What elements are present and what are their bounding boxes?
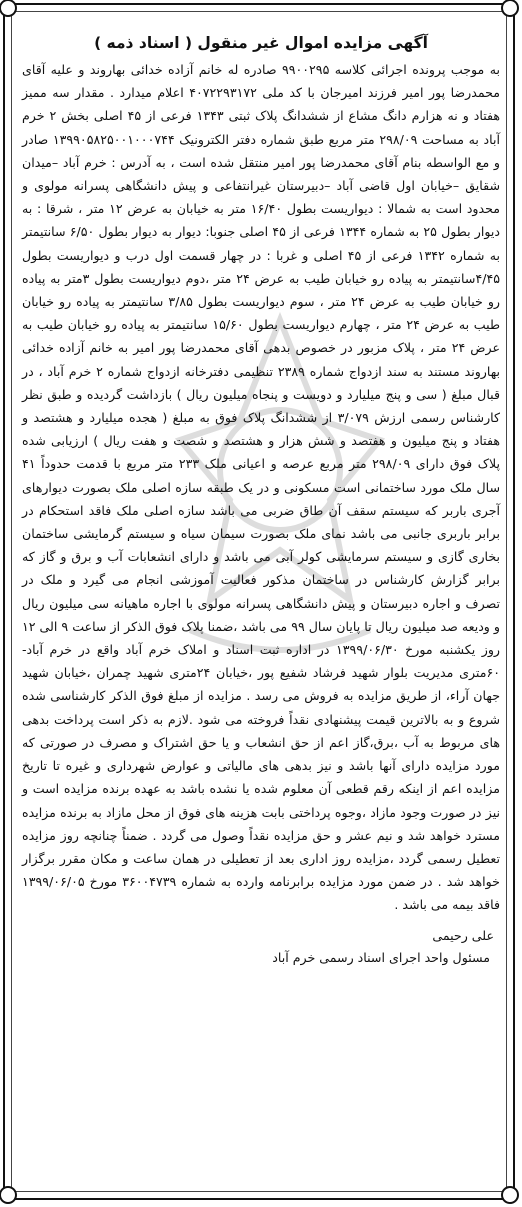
corner-ornament [0, 1186, 17, 1204]
notice-content [22, 34, 500, 969]
notice-title: آگهی مزایده اموال غیر منقول ( اسناد ذمه ) [94, 34, 428, 52]
signer-title: مسئول واحد اجرای اسناد رسمی خرم آباد [272, 949, 490, 965]
corner-ornament [501, 1186, 519, 1204]
signer-name: علی رحیمی [432, 927, 494, 943]
notice-body: به موجب پرونده اجرائی کلاسه ۹۹۰۰۲۹۵ صادره له خانم آزاده خدائی بهاروند و علیه آقای محمدرضا پور امیر فرزند امیرجان با کد ملی ۴۰۷۲۲۹۳۱۷۲ اعلام میدارد . مقدار سه ممیز هفتاد و نه هزارم دانگ مشاع از ششدانگ پلاک ثبتی ۱۳۴۳ فرعی از ۴۵ اصلی بخش ۲ خرم آباد به مساحت ۲۹۸/۰۹ متر مربع طبق شماره دفتر الکترونیک ۱۳۹۹۰۵۸۲۵۰۰۱۰۰۰۷۴۴ صادر و مع الواسطه بنام آقای محمدرضا پور امیر منتقل شده است ، به آدرس : خرم آباد –میدان شقایق –خیابان اول قاضی آباد –دبیرستان غیرانتفاعی و پیش دانشگاهی پسرانه مولوی و محدود است به شمالا : دیواریست بطول ۱۶/۴۰ متر به خیابان به عرض ۱۲ متر ، شرقا : به دیوار بطول ۲۵ به شماره ۱۳۴۴ فرعی از ۴۵ اصلی جنوبا: دیوار به دیوار بطول ۶/۵۰ سانتیمتر به شماره ۱۳۴۲ فرعی از ۴۵ اصلی و غربا : در چهار قسمت اول درب و دیواریست بطول ۴/۴۵سانتیمتر به پیاده رو خیابان طیب به عرض ۲۴ متر ،دوم دیواریست بطول ۳متر به پیاده رو خیابان طیب به عرض ۲۴ متر ، سوم دیواریست بطول ۳/۸۵ سانتیمتر به پیاده رو خیابان طیب به عرض ۲۴ متر ، چهارم دیواریست بطول ۱۵/۶۰ سانتیمتر به پیاده رو خیابان طیب به عرض ۲۴ متر ، پلاک مزبور در خصوص بدهی آقای محمدرضا پور امیر به خانم آزاده خدائی بهاروند مستند به سند ازدواج شماره ۲۳۸۹ تنظیمی دفترخانه ازدواج شماره ۲ خرم آباد ، در قبال مبلغ ( سی و پنج میلیارد و دویست و پنجاه میلیون ریال ) بازداشت گردیده و طبق نظر کارشناس رسمی ارزش ۳/۰۷۹ از ششدانگ پلاک فوق به مبلغ ( هجده میلیارد و هشتصد و هفتاد و پنج میلیون و هفتصد و شش هزار و هشتصد و شصت و هفت ریال ) ارزیابی شده پلاک فوق دارای ۲۹۸/۰۹ متر مربع عرصه و اعیانی ملک ۲۳۳ متر مربع با قدمت حدوداً ۴۱ سال ملک مورد ساختمانی است مسکونی و در یک طبقه سازه اصلی ملک بصورت دیوارهای آجری باربر که سیستم سقف آن طاق ضربی می باشد سازه اصلی ملک فاقد استحکام در برابر باربری جانبی می باشد نمای ملک بصورت سیمان سیاه و سیستم گرمایشی ساختمان بخاری گازی و سیستم سرمایشی کولر آبی می باشد و دارای انشعابات آب و برق و گاز که برابر گزارش کارشناس در ساختمان مذکور فعالیت آموزشی انجام می گیرد و ملک در تصرف و اجاره دبیرستان و پیش دانشگاهی پسرانه مولوی با اجاره ماهیانه سی میلیون ریال و ودیعه صد میلیون ریال تا پایان سال ۹۹ می باشد ،ضمنا پلاک فوق الذکر از ساعت ۹ الی ۱۲ روز یکشنبه مورخ ۱۳۹۹/۰۶/۳۰ در اداره ثبت اسناد و املاک خرم آباد واقع در خرم آباد- ۶۰متری مدیریت بلوار شهید فرشاد شفیع پور ،خیابان ۲۴متری شهید چمران ،خیابان شهید جهان آراء، از طریق مزایده به فروش می رسد . مزایده از مبلغ فوق الذکر کارشناسی شده شروع و به بالاترین قیمت پیشنهادی نقداً فروخته می شود .لازم به ذکر است پرداخت بدهی های مربوط به آب ،برق،گاز اعم از حق انشعاب و یا حق اشتراک و مصرف در صورتی که مورد مزایده دارای آنها باشد و نیز بدهی های مالیاتی و عوارض شهرداری و غیره تا تاریخ مزایده اعم از اینکه رقم قطعی آن معلوم شده یا نشده باشد به عهده برنده مزایده است و نیز در صورت وجود مازاد ،وجوه پرداختی بابت هزینه های فوق از محل مازاد به برنده مزایده مسترد خواهد شد و نیم عشر و حق مزایده نقداً وصول می گردد . ضمناً چنانچه روز مزایده تعطیل رسمی گردد ،مزایده روز اداری بعد از تعطیلی در همان ساعت و مکان مقرر برگزار خواهد شد . در ضمن مورد مزایده برابرنامه وارده به شماره ۳۶۰۰۴۷۳۹ مورخ ۱۳۹۹/۰۶/۰۵ فاقد بیمه می باشد . [22, 62, 501, 913]
corner-ornament [501, 0, 519, 17]
signature-block [22, 925, 500, 969]
